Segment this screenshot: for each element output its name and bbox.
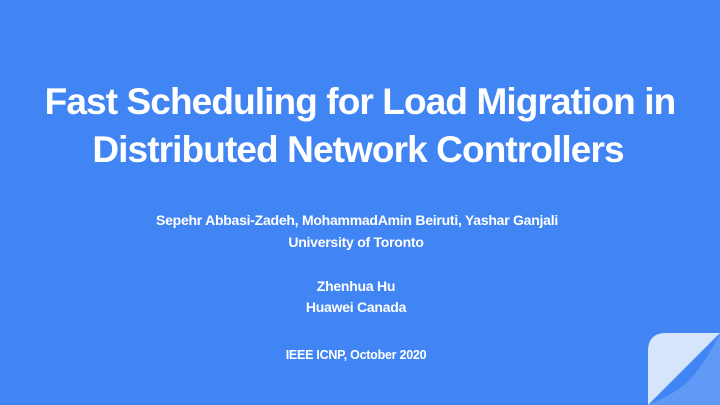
author-second-group: Zhenhua Hu: [316, 278, 396, 294]
page-curl-decoration: [648, 333, 720, 405]
slide-title: [0, 78, 720, 174]
slide-title-line-1: Fast Scheduling for Load Migration in: [44, 81, 676, 122]
slide-title-line-2: Distributed Network Controllers: [92, 129, 624, 170]
affiliation-company: Huawei Canada: [305, 299, 407, 315]
affiliation-university: University of Toronto: [288, 234, 424, 250]
author-list: Sepehr Abbasi-Zadeh, MohammadAmin Beiruti, Yashar Ganjali: [156, 212, 558, 228]
conference-date: IEEE ICNP, October 2020: [285, 348, 427, 362]
